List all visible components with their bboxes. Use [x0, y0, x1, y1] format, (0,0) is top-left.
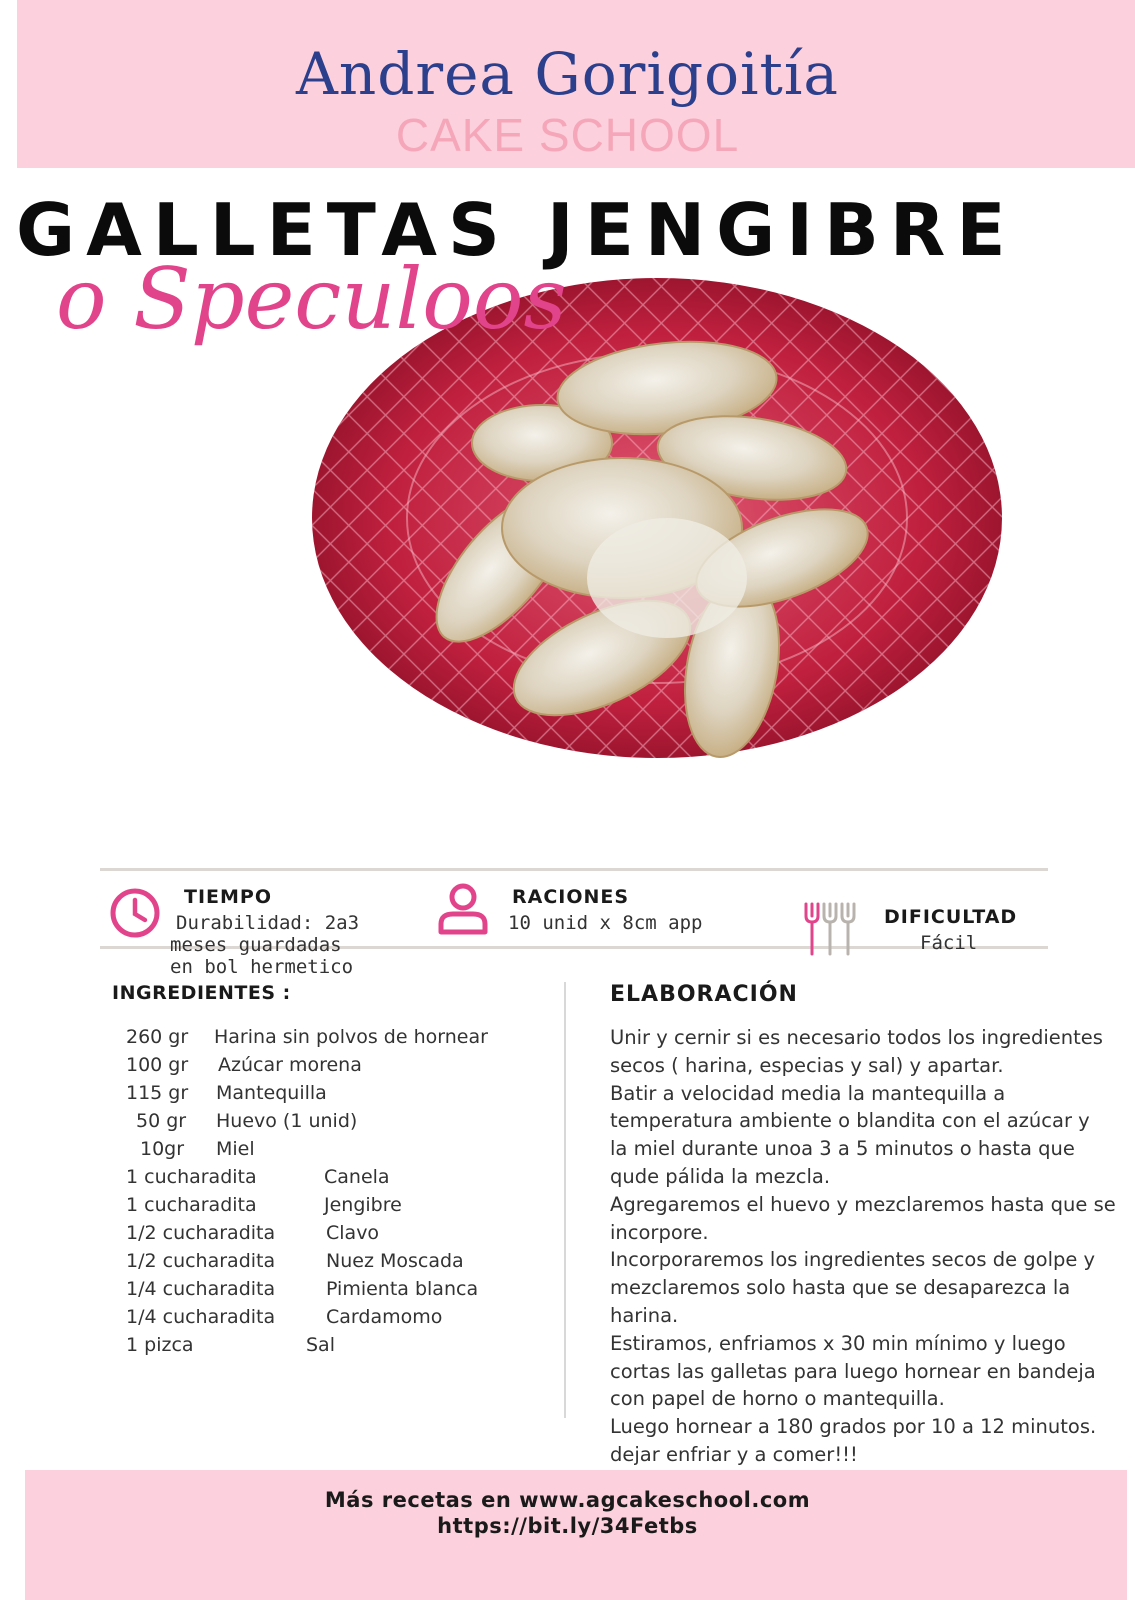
divider-top — [100, 868, 1048, 871]
time-line-3: en bol hermetico — [170, 956, 354, 978]
elaboration-line: con papel de horno o mantequilla. — [610, 1387, 945, 1411]
ingredient-quantity: 1 cucharadita — [126, 1194, 257, 1216]
ingredient-row — [120, 1306, 540, 1334]
ingredient-row — [120, 1110, 540, 1138]
elaboration-heading: ELABORACIÓN — [610, 982, 798, 1007]
elaboration-line: dejar enfriar y a comer!!! — [610, 1443, 858, 1466]
elaboration-line: qude pálida la mezcla. — [610, 1165, 831, 1188]
ingredient-quantity: 100 gr — [126, 1054, 189, 1076]
elaboration-line: temperatura ambiente o blandita con el azúcar y — [610, 1109, 1090, 1133]
ingredient-name: Clavo — [326, 1222, 380, 1244]
ingredient-name: Harina sin polvos de hornear — [214, 1026, 488, 1048]
ingredient-quantity: 1 pizca — [126, 1334, 194, 1356]
difficulty-text: Fácil — [920, 932, 978, 954]
ingredient-row — [120, 1166, 540, 1194]
ingredient-quantity: 50 gr — [136, 1110, 187, 1132]
recipe-subtitle: o Speculoos — [56, 250, 567, 348]
footer-website-link[interactable]: Más recetas en www.agcakeschool.com — [324, 1488, 811, 1512]
ingredient-row — [120, 1194, 540, 1222]
elaboration-line: mezclaremos solo hasta que se desaparezca la — [610, 1276, 1071, 1300]
column-divider — [564, 982, 566, 1418]
ingredient-quantity: 1/2 cucharadita — [126, 1250, 276, 1272]
elaboration-line: secos ( harina, especias y sal) y apartar. — [610, 1053, 1004, 1077]
ingredient-row — [120, 1222, 540, 1250]
time-line-1: Durabilidad: 2a3 — [176, 912, 360, 934]
ingredient-name: Nuez Moscada — [326, 1250, 464, 1272]
elaboration-line: Incorporaremos los ingredientes secos de golpe y — [610, 1248, 1096, 1272]
elaboration-line: Batir a velocidad media la mantequilla a — [610, 1081, 1006, 1105]
ingredient-quantity: 1/4 cucharadita — [126, 1306, 276, 1328]
elaboration-line: Estiramos, enfriamos x 30 min mínimo y luego — [610, 1331, 1066, 1355]
ingredient-name: Jengibre — [324, 1194, 402, 1216]
ingredient-name: Sal — [306, 1334, 335, 1356]
clock-icon — [108, 886, 162, 940]
servings-text: 10 unid x 8cm app — [508, 912, 703, 934]
ingredient-quantity: 1 cucharadita — [126, 1166, 257, 1188]
ingredients-heading: INGREDIENTES : — [112, 982, 291, 1004]
ingredient-name: Azúcar morena — [218, 1054, 362, 1076]
ingredient-row — [120, 1082, 540, 1110]
time-line-2: meses guardadas — [170, 934, 342, 956]
person-icon — [436, 882, 490, 936]
ingredient-row — [120, 1250, 540, 1278]
ingredient-quantity: 115 gr — [126, 1082, 189, 1104]
ingredient-quantity: 10gr — [140, 1138, 185, 1160]
footer-short-link[interactable]: https://bit.ly/34Fetbs — [437, 1514, 698, 1538]
ingredient-row — [120, 1054, 540, 1082]
servings-label: RACIONES — [512, 886, 630, 908]
brand-subtitle: CAKE SCHOOL — [395, 109, 740, 161]
ingredient-row — [120, 1138, 540, 1166]
elaboration-line: incorpore. — [610, 1220, 709, 1244]
recipe-title: GALLETAS JENGIBRE — [16, 188, 1017, 272]
ingredient-name: Canela — [324, 1166, 390, 1188]
elaboration-line: Luego hornear a 180 grados por 10 a 12 minutos. — [610, 1415, 1097, 1439]
time-label: TIEMPO — [184, 886, 272, 908]
ingredient-row — [120, 1334, 540, 1362]
ingredient-quantity: 260 gr — [126, 1026, 189, 1048]
ingredient-name: Pimienta blanca — [326, 1278, 479, 1300]
ingredient-quantity: 1/2 cucharadita — [126, 1222, 276, 1244]
elaboration-line: Unir y cernir si es necesario todos los ingredientes — [610, 1026, 1103, 1049]
ingredient-name: Huevo (1 unid) — [216, 1110, 358, 1132]
elaboration-line: la miel durante unoa 3 a 5 minutos o hasta que — [610, 1137, 1075, 1161]
brand-name: Andrea Gorigoitía — [296, 40, 839, 108]
elaboration-line: harina. — [610, 1304, 679, 1327]
ingredient-name: Miel — [216, 1138, 255, 1160]
ingredient-row — [120, 1026, 540, 1054]
elaboration-line: cortas las galletas para luego hornear en bandeja — [610, 1359, 1096, 1383]
ingredient-name: Cardamomo — [326, 1306, 443, 1328]
elaboration-line: Agregaremos el huevo y mezclaremos hasta que se — [610, 1192, 1116, 1216]
ingredient-row — [120, 1278, 540, 1306]
ingredient-quantity: 1/4 cucharadita — [126, 1278, 276, 1300]
ingredient-name: Mantequilla — [216, 1082, 327, 1104]
forks-icon — [802, 902, 862, 956]
difficulty-label: DIFICULTAD — [884, 906, 1018, 928]
